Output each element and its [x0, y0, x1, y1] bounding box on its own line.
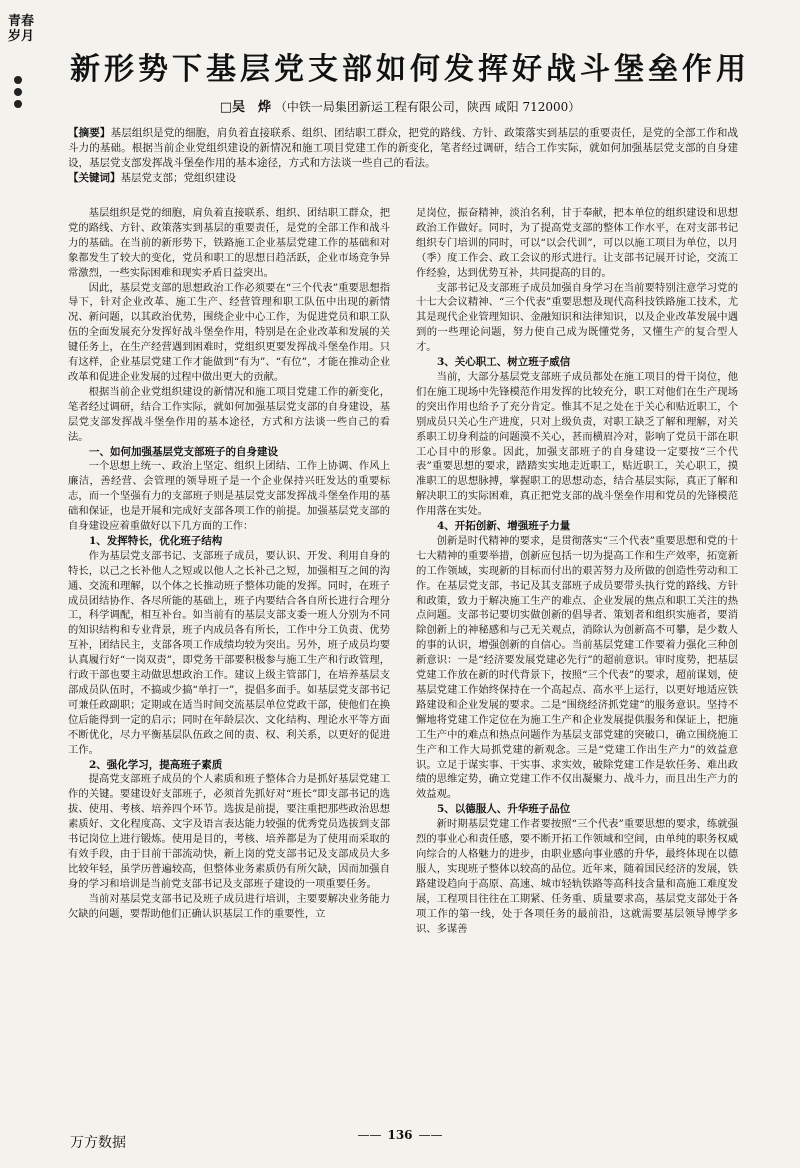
section-heading: 1、发挥特长，优化班子结构	[89, 534, 223, 547]
page-number: —— 136 ——	[357, 1128, 443, 1142]
abstract-text: 基层组织是党的细胞，肩负着直接联系、组织、团结职工群众，把党的路线、方针、政策落实到基层的重要责任，是党的全部工作和战斗力的基础。根据当前企业党组织建设的新情况和施工项目党建工作的新变化，笔者经过调研，结合工作实际，就如何加强基层党支部的自身建设，基层党支部发挥战斗堡垒作用的基本途径，方式和方法谈一些自己的看法。	[68, 127, 739, 169]
paragraph: 因此，基层党支部的思想政治工作必须要在“三个代表”重要思想指导下，针对企业改革、施工生产、经营管理和职工队伍中出现的新情况、新问题，以其政治优势，围绕企业中心工作，为促进党员和职工队伍的全面发展充分发挥好战斗堡垒作用，特别是在企业改革和发展的关键任务上，在生产经营遇到困难时，党组织更要发挥战斗堡垒作用。只有这样，企业基层党建工作才能做到“有为”、“有位”，才能在推动企业改革和促进企业发展的过程中做出更大的贡献。	[68, 281, 390, 383]
author-name: □吴 烨	[219, 100, 271, 115]
section-heading: 5、以德服人、升华班子品位	[437, 803, 571, 816]
left-column	[68, 206, 390, 1128]
abstract-label: 【摘要】	[68, 127, 111, 139]
column-label: 青春岁月	[8, 14, 35, 44]
section-heading: 4、开拓创新、增强班子力量	[437, 520, 571, 533]
section-heading: 3、关心职工、树立班子威信	[437, 356, 571, 369]
article-title: 新形势下基层党支部如何发挥好战斗堡垒作用	[70, 52, 750, 87]
section-heading: 一、如何加强基层党支部班子的自身建设	[89, 445, 278, 458]
paragraph: 根据当前企业党组织建设的新情况和施工项目党建工作的新变化，笔者经过调研，结合工作实际，就如何加强基层党支部的自身建设，基层党支部发挥战斗堡垒作用的基本途径，方式和方法谈一些自己的看法。	[68, 385, 390, 443]
source-watermark: 万方数据	[70, 1135, 126, 1151]
author-affiliation: （中铁一局集团新运工程有限公司，陕西 咸阳 712000）	[274, 100, 581, 114]
keywords-text: 基层党支部；党组织建设	[120, 172, 236, 184]
author-line	[0, 96, 800, 115]
paragraph: 足岗位，振奋精神，淡泊名利，甘于奉献，把本单位的组织建设和思想政治工作做好。同时，为了提高党支部的整体工作水平，在对支部书记组织专门培训的同时，可以“以会代训”，可以以施工项目为单位，以月（季）度工作会、政工会议的形式进行。让支部书记展开讨论，交流工作经验，达到优势互补，共同提高的目的。	[416, 207, 738, 279]
paragraph: 一个思想上统一、政治上坚定、组织上团结、工作上协调、作风上廉洁，善经营、会管理的领导班子是一个企业保持兴旺发达的重要标志，而一个坚强有力的支部班子则是基层党支部发挥战斗堡垒作用的基础和保证，也是开展和完成好支部各项工作的前提。加强基层党支部的自身建设应着重做好以下几方面的工作：	[68, 460, 390, 533]
paragraph: 作为基层党支部书记、支部班子成员，要认识、开发、利用自身的特长，以己之长补他人之短或以他人之长补己之短，加强相互之间的沟通、交流和理解，以个体之长推动班子整体功能的发挥。同时，在班子成员团结协作、各尽所能的基础上，班子内要结合各自所长进行合理分工，科学调配，相互补台。如当前有的基层支部支委一班人分别为不同的知识结构和专业背景，班子内成员各有所长，工作中分工负责、优势互补，团结民主，支部各项工作成绩均较为突出。另外，班子成员均要认真履行好“一岗双责”，即党务干部要积极参与施工生产和行政管理，行政干部也要主动做思想政治工作。建议上级主管部门，在培养基层支部成员队伍时，不搞或少搞“单打一”，提倡多面手。如基层党支部书记可兼任政副职；定期或在适当时间交流基层单位党政干部，使他们在换位后能得到一定的启示；同时在年龄层次、文化结构、理论水平等方面不断优化，尽力平衡基层队伍政之间的责、权、利关系，以更好的促进工作。	[68, 549, 390, 756]
paragraph: 新时期基层党建工作者要按照“三个代表”重要思想的要求，练就强烈的事业心和责任感，要不断开拓工作领域和空间，由单纯的职务权威向综合的人格魅力的进步，由职业感向事业感的升华，最终体现在以德服人，实现班子整体以较高的品位。近年来，随着国民经济的发展，铁路建设趋向于高原、高速、城市轻轨铁路等高科技含量和高施工难度发展，工程项目往往在工期紧、任务重、质量要求高，基层党支部处于各项工作的第一线，处于各项任务的最前沿，这就需要基层领导博学多识、多谋善	[416, 818, 738, 935]
paragraph: 提高党支部班子成员的个人素质和班子整体合力是抓好基层党建工作的关键。要建设好支部班子，必须首先抓好对“班长”即支部书记的选拔、使用、考核、培养四个环节。选拔是前提，要注重把那些政治思想素质好、文化程度高、文字及语言表达能力较强的优秀党员选拔到支部书记岗位上进行锻炼。使用是目的，考核、培养都是为了使用而采取的有效手段，由于目前干部流动快，新上岗的党支部书记及支部成员大多比较年轻，虽学历普遍较高，但整体业务素质仍有所欠缺，因而加强自身的学习和培训是当前党支部书记及支部班子建设的一项重要任务。	[68, 773, 390, 890]
paragraph: 基层组织是党的细胞，肩负着直接联系、组织、团结职工群众，把党的路线、方针、政策落实到基层的重要责任，是党的全部工作和战斗力的基础。在当前的新形势下，铁路施工企业基层党建工作的基础和对象都发生了较大的变化，党员和职工的思想日趋活跃，企业市场竞争异常激烈，一些实际困难和现实矛盾日益突出。	[68, 207, 390, 279]
body-columns	[68, 206, 738, 1128]
right-column	[416, 206, 738, 1128]
abstract-block	[68, 126, 738, 186]
paragraph: 创新是时代精神的要求，是贯彻落实“三个代表”重要思想和党的十七大精神的重要举措，创新应包括一切为提高工作和生产效率，拓宽新的工作领域，实现新的目标而付出的艰苦努力及所做的创造性劳动和工作。在基层党支部，书记及其支部班子成员要带头执行党的路线、方针和政策，致力于解决施工生产的难点、企业发展的焦点和职工关注的热点问题。支部书记要切实做创新的倡导者、策划者和组织实施者，要消除创新上的神秘感和与己无关观点，消除认为创新高不可攀，是少数人的事的认识，增强创新的自信心。当前基层党建工作要着力强化三种创新意识：一是“经济要发展党建必先行”的超前意识。审时度势，把基层党建工作放在新的时代背景下，按照“三个代表”的要求，超前谋划，使基层党建工作始终保持在一个高起点、高水平上运行，以更好地适应铁路建设和企业发展的要求。二是“围绕经济抓党建”的服务意识。坚持不懈地将党建工作定位在为施工生产和企业发展提供服务和保证上，把施工生产中的难点和热点问题作为基层支部党建的突破口，确立围绕施工生产和工作大局抓党建的新观念。三是“党建工作出生产力”的效益意识。立足于谋实事、干实事、求实效，破除党建工作是软任务、难出政绩的思维定势，确立党建工作不仅出凝聚力、战斗力，而且出生产力的效益观。	[416, 534, 738, 801]
paragraph: 支部书记及支部班子成员加强自身学习在当前要特别注意学习党的十七大会议精神、“三个代表”重要思想及现代高科技铁路施工技术，尤其是现代企业管理知识、金融知识和法律知识，以及企业改革发展中遇到的一些理论问题，努力使自己成为既懂党务，又懂生产的复合型人才。	[416, 281, 738, 354]
section-heading: 2、强化学习，提高班子素质	[89, 758, 223, 771]
paragraph: 当前对基层党支部书记及班子成员进行培训，主要要解决业务能力欠缺的问题，要帮助他们正确认识基层工作的重要性，立	[68, 892, 390, 920]
keywords-label: 【关键词】	[68, 172, 121, 184]
paragraph: 当前，大部分基层党支部班子成员都处在施工项目的骨干岗位，他们在施工现场中先锋模范作用发挥的比较充分，职工对他们在生产现场的突出作用也给予了充分肯定。惟其不足之处在于关心和贴近职工，个别成员只关心生产进度，只对上级负责，对职工缺乏了解和理解，对关系职工切身利益的问题漠不关心，甚而横眉冷对，影响了党员干部在职工心目中的形象。因此，加强支部班子的自身建设一定要按“三个代表”重要思想的要求，踏踏实实地走近职工，贴近职工，关心职工，摸准职工的思想脉搏，掌握职工的思想动态，结合基层实际，真正了解和解决职工的实际困难，真正把党支部的战斗堡垒作用和党员的先锋模范作用落在实处。	[416, 370, 738, 518]
